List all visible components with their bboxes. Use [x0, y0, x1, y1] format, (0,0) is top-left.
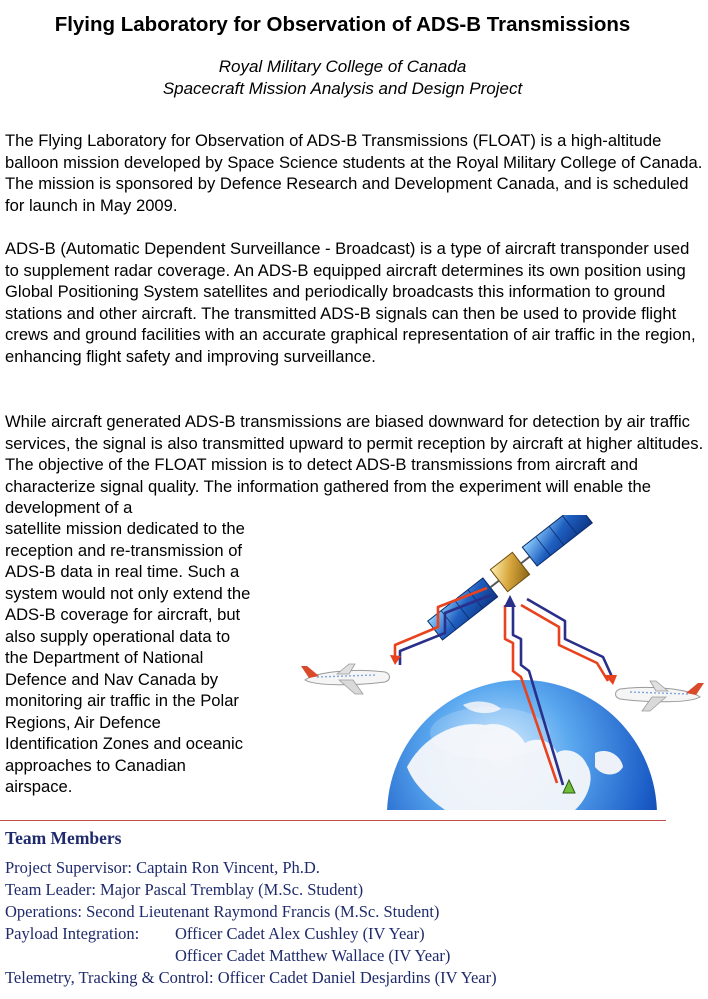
wrap-line: system would not only extend the	[5, 583, 251, 603]
wrap-line: reception and re-transmission of	[5, 540, 243, 560]
team-operations: Operations: Second Lieutenant Raymond Francis (M.Sc. Student)	[5, 902, 440, 921]
wrap-line: approaches to Canadian	[5, 755, 186, 775]
satellite-signal-illustration	[295, 515, 708, 810]
team-heading: Team Members	[5, 828, 122, 848]
wrap-line: ADS-B coverage for aircraft, but	[5, 605, 241, 624]
wrap-line: satellite mission dedicated to the	[5, 519, 245, 538]
section-divider	[0, 820, 666, 821]
team-payload-label: Payload Integration:	[5, 924, 140, 943]
satellite-icon	[427, 515, 594, 642]
institution-subtitle: Royal Military College of Canada	[218, 57, 467, 76]
wrap-line: ADS-B data in real time. Such a	[5, 562, 240, 581]
team-telemetry: Telemetry, Tracking & Control: Officer Cadet Daniel Desjardins (IV Year)	[5, 968, 497, 987]
adsb-description-paragraph: ADS-B (Automatic Dependent Surveillance - Broadcast) is a type of aircraft transponder used to supplement radar coverage. An ADS-B equipped aircraft determines its own position using Global Positioning System satellites and periodically broadcasts this information to ground stations and other aircraft. The transmitted ADS-B signals can then be used to provide flight crews and ground facilities with an accurate graphical representation of air traffic in the region, enhancing flight safety and improving surveillance.	[5, 239, 696, 366]
airplane-right-icon	[616, 681, 705, 711]
project-subtitle: Spacecraft Mission Analysis and Design Project	[162, 79, 523, 98]
intro-paragraph: The Flying Laboratory for Observation of ADS-B Transmissions (FLOAT) is a high-altitude balloon mission developed by Space Science students at the Royal Military College of Canada. The mission is sponsored by Defence Research and Development Canada, and is scheduled for launch in May 2009.	[5, 131, 703, 215]
wrap-line: Identification Zones and oceanic	[5, 734, 244, 753]
wrap-line: Regions, Air Defence	[5, 712, 161, 732]
wrap-line: airspace.	[5, 777, 73, 796]
globe-icon	[387, 680, 657, 810]
airplane-left-icon	[301, 664, 390, 694]
wrap-line: monitoring air traffic in the Polar	[5, 691, 239, 710]
team-leader: Team Leader: Major Pascal Tremblay (M.Sc. Student)	[5, 880, 364, 899]
team-payload-member: Officer Cadet Alex Cushley (IV Year)	[175, 924, 425, 943]
wrap-line: Defence and Nav Canada by	[5, 669, 219, 689]
mission-objective-paragraph: While aircraft generated ADS-B transmissions are biased downward for detection by air traffic services, the signal is also transmitted upward to permit reception by aircraft at higher altitudes. The objective of the FLOAT mission is to detect ADS-B transmissions from aircraft and characterize signal quality. The information gathered from the experiment will enable the development of a	[5, 412, 704, 517]
wrap-line: the Department of National	[5, 648, 204, 667]
team-payload-member: Officer Cadet Matthew Wallace (IV Year)	[175, 946, 451, 965]
page-title: Flying Laboratory for Observation of ADS-B Transmissions	[54, 13, 631, 36]
wrap-line: also supply operational data to	[5, 626, 231, 646]
team-supervisor: Project Supervisor: Captain Ron Vincent, Ph.D.	[5, 858, 320, 877]
